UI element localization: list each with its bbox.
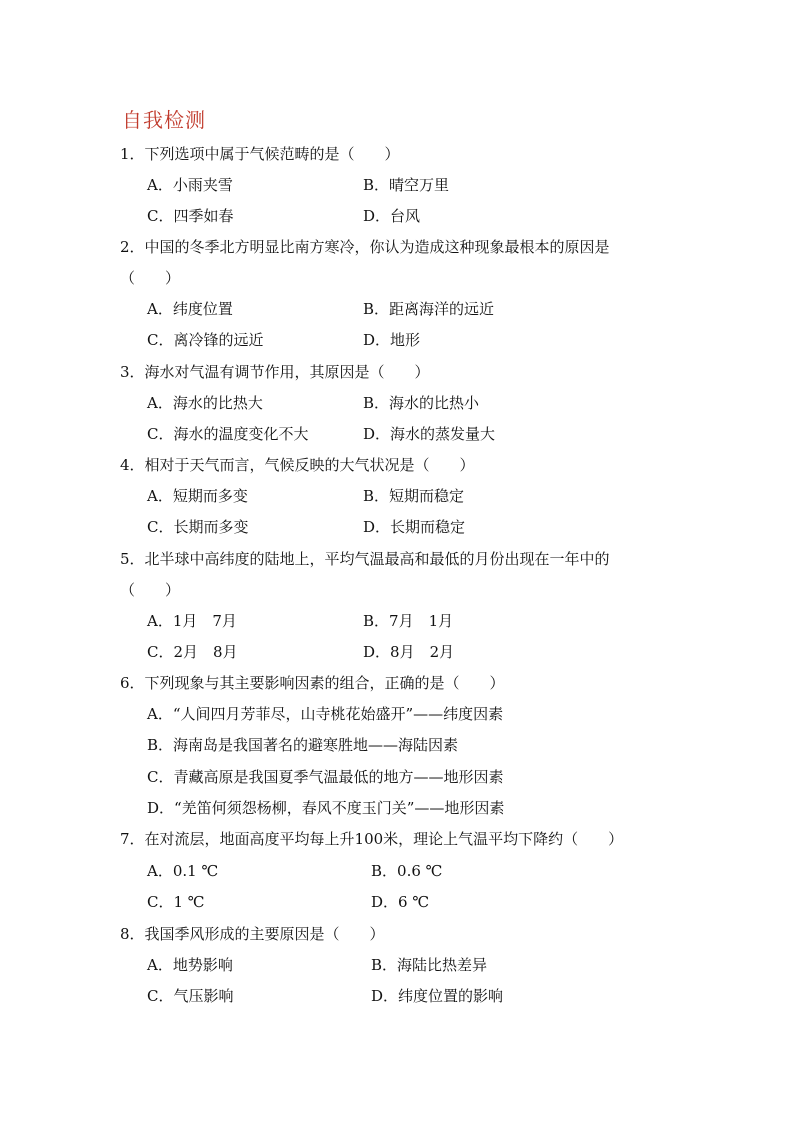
question-7-option-b: B．0.6 ℃ bbox=[371, 862, 443, 880]
question-3-stem: 3．海水对气温有调节作用，其原因是（ ） bbox=[120, 363, 430, 381]
question-7-stem: 7．在对流层，地面高度平均每上升100米，理论上气温平均下降约（ ） bbox=[120, 830, 624, 848]
question-5-option-a: A．1月 7月 bbox=[147, 612, 237, 630]
question-8-option-c: C．气压影响 bbox=[147, 987, 234, 1005]
question-7-option-a: A．0.1 ℃ bbox=[147, 862, 219, 880]
question-1-stem: 1．下列选项中属于气候范畴的是（ ） bbox=[120, 145, 400, 163]
question-5-option-c: C．2月 8月 bbox=[147, 643, 238, 661]
question-8-option-a: A．地势影响 bbox=[147, 956, 233, 974]
question-8-option-b: B．海陆比热差异 bbox=[371, 956, 488, 974]
question-2-stem-continued: （ ） bbox=[120, 269, 181, 287]
question-6-stem: 6．下列现象与其主要影响因素的组合，正确的是（ ） bbox=[120, 674, 505, 692]
question-1-option-c: C．四季如春 bbox=[147, 207, 234, 225]
question-4-stem: 4．相对于天气而言，气候反映的大气状况是（ ） bbox=[120, 456, 475, 474]
question-5-option-d: D．8月 2月 bbox=[363, 643, 455, 661]
question-3-option-b: B．海水的比热小 bbox=[363, 394, 480, 412]
question-2-stem: 2．中国的冬季北方明显比南方寒冷，你认为造成这种现象最根本的原因是 bbox=[120, 238, 610, 256]
question-6-option-b: B．海南岛是我国著名的避寒胜地——海陆因素 bbox=[147, 736, 459, 754]
question-7-option-c: C．1 ℃ bbox=[147, 893, 205, 911]
question-4-option-d: D．长期而稳定 bbox=[363, 518, 466, 536]
section-title: 自我检测 bbox=[122, 108, 206, 132]
question-2-option-c: C．离冷锋的远近 bbox=[147, 331, 264, 349]
question-8-option-d: D．纬度位置的影响 bbox=[371, 987, 504, 1005]
question-2-option-b: B．距离海洋的远近 bbox=[363, 300, 495, 318]
question-6-option-a: A．“人间四月芳菲尽，山寺桃花始盛开”——纬度因素 bbox=[147, 705, 504, 723]
question-6-option-c: C．青藏高原是我国夏季气温最低的地方——地形因素 bbox=[147, 768, 504, 786]
question-3-option-a: A．海水的比热大 bbox=[147, 394, 263, 412]
question-8-stem: 8．我国季风形成的主要原因是（ ） bbox=[120, 925, 385, 943]
question-3-option-c: C．海水的温度变化不大 bbox=[147, 425, 309, 443]
question-5-stem: 5．北半球中高纬度的陆地上，平均气温最高和最低的月份出现在一年中的 bbox=[120, 550, 610, 568]
question-4-option-b: B．短期而稳定 bbox=[363, 487, 465, 505]
question-7-option-d: D．6 ℃ bbox=[371, 893, 430, 911]
question-5-option-b: B．7月 1月 bbox=[363, 612, 454, 630]
question-3-option-d: D．海水的蒸发量大 bbox=[363, 425, 496, 443]
question-4-option-c: C．长期而多变 bbox=[147, 518, 249, 536]
question-6-option-d: D．“羌笛何须怨杨柳，春风不度玉门关”——地形因素 bbox=[147, 799, 505, 817]
question-2-option-a: A．纬度位置 bbox=[147, 300, 233, 318]
question-1-option-a: A．小雨夹雪 bbox=[147, 176, 233, 194]
question-2-option-d: D．地形 bbox=[363, 331, 421, 349]
question-4-option-a: A．短期而多变 bbox=[147, 487, 248, 505]
question-1-option-b: B．晴空万里 bbox=[363, 176, 450, 194]
question-5-stem-continued: （ ） bbox=[120, 581, 181, 599]
question-1-option-d: D．台风 bbox=[363, 207, 421, 225]
